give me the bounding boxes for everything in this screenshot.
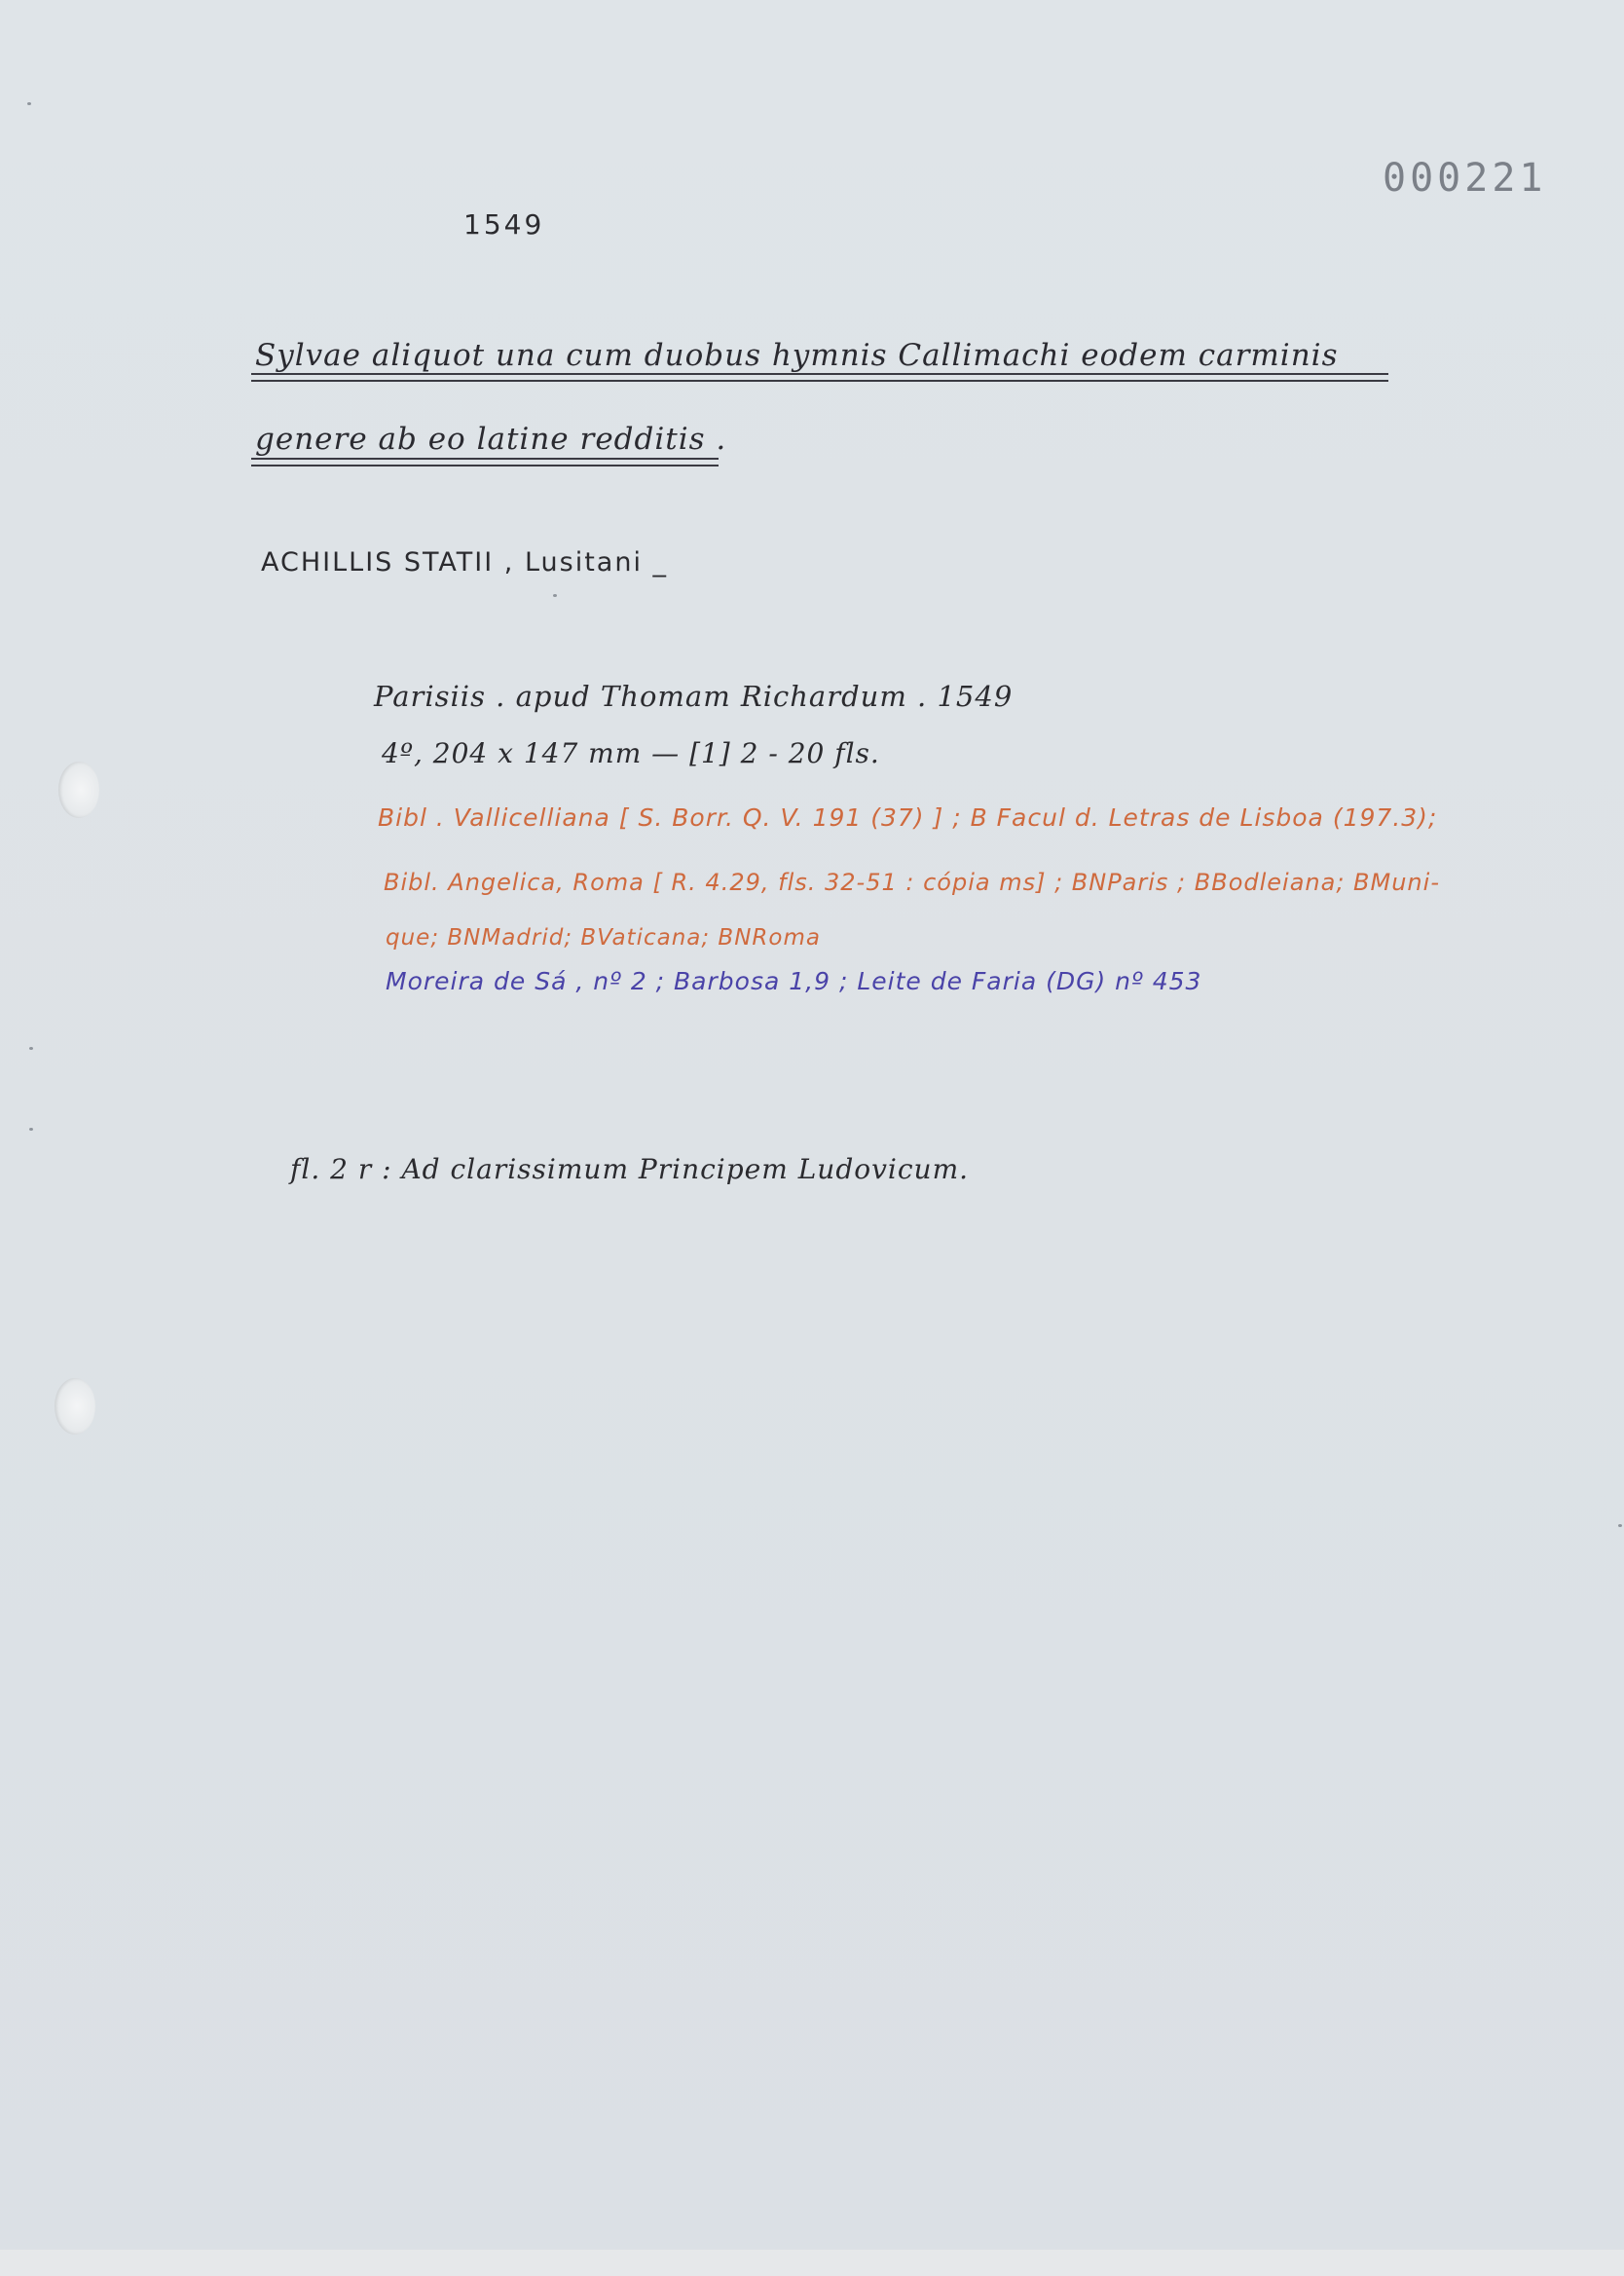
holdings-line-3: que; BNMadrid; BVaticana; BNRoma bbox=[386, 925, 821, 951]
paper-speck bbox=[553, 594, 557, 597]
imprint-format: 4º, 204 x 147 mm — [1] 2 - 20 fls. bbox=[382, 737, 880, 769]
holdings-line-2: Bibl. Angelica, Roma [ R. 4.29, fls. 32-51 : cópia ms] ; BNParis ; BBodleiana; BMuni- bbox=[384, 869, 1440, 896]
title-line-1: Sylvae aliquot una cum duobus hymnis Callimachi eodem carminis bbox=[255, 338, 1339, 373]
paper-speck bbox=[27, 102, 31, 105]
year-heading: 1549 bbox=[463, 208, 545, 241]
title-underline-1 bbox=[251, 373, 1388, 382]
paper-speck bbox=[1618, 1524, 1622, 1527]
scan-bottom-edge bbox=[0, 2250, 1624, 2276]
paper-speck bbox=[29, 1047, 33, 1050]
author-line: ACHILLIS STATII , Lusitani _ bbox=[261, 547, 669, 578]
imprint-place-printer: Parisiis . apud Thomam Richardum . 1549 bbox=[374, 680, 1014, 713]
references-line: Moreira de Sá , nº 2 ; Barbosa 1,9 ; Leite de Faria (DG) nº 453 bbox=[386, 967, 1202, 995]
holdings-line-1: Bibl . Vallicelliana [ S. Borr. Q. V. 191 (37) ] ; B Facul d. Letras de Lisboa (197.3); bbox=[378, 803, 1438, 832]
folio-note: fl. 2 r : Ad clarissimum Principem Ludovicum. bbox=[290, 1153, 970, 1185]
paper-speck bbox=[29, 1128, 33, 1131]
punch-hole-upper bbox=[58, 762, 99, 818]
title-line-2: genere ab eo latine redditis . bbox=[255, 422, 727, 457]
punch-hole-lower bbox=[55, 1378, 95, 1435]
title-underline-2 bbox=[251, 458, 719, 466]
stamp-number: 000221 bbox=[1383, 156, 1547, 201]
